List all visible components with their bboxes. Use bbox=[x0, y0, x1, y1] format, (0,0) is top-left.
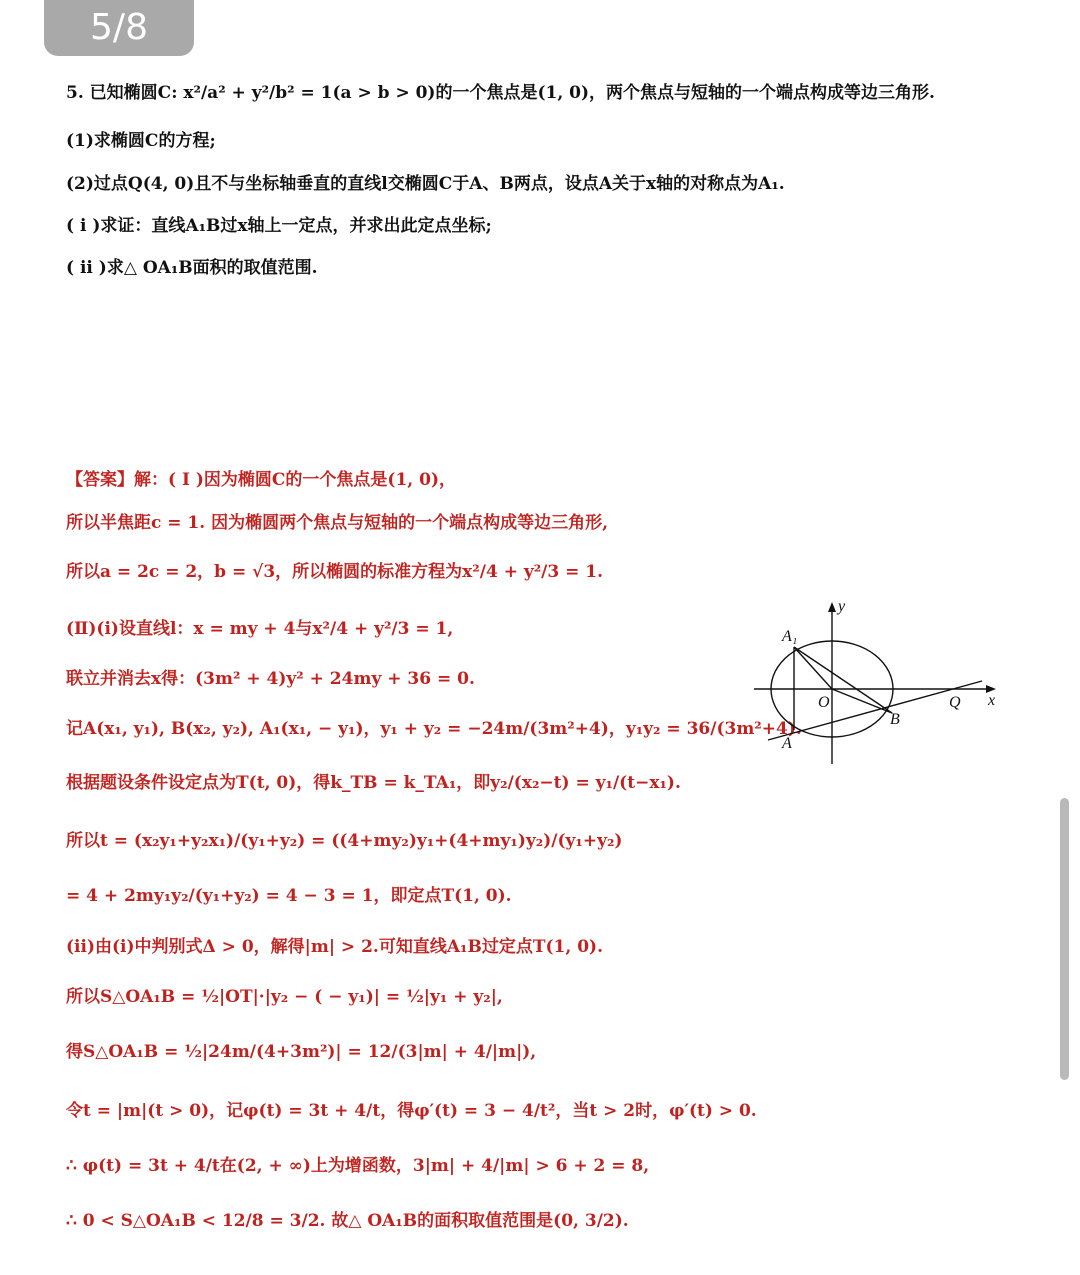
answer-line-13: 令t = |m|(t > 0)，记φ(t) = 3t + 4/t，得φ′(t) = 3 − 4/t²，当t > 2时，φ′(t) > 0. bbox=[66, 1101, 757, 1121]
answer-line-8: 所以t = (x₂y₁+y₂x₁)/(y₁+y₂) = ((4+my₂)y₁+(4+my₁)y₂)/(y₁+y₂) bbox=[66, 831, 623, 851]
answer-line-5: 联立并消去x得：(3m² + 4)y² + 24my + 36 = 0. bbox=[66, 669, 475, 689]
question-line-5: ( ii )求△ OA₁B面积的取值范围. bbox=[66, 258, 318, 278]
answer-line-6: 记A(x₁, y₁), B(x₂, y₂), A₁(x₁, − y₁)，y₁ + y₂ = −24m/(3m²+4)，y₁y₂ = 36/(3m²+4). bbox=[66, 719, 802, 739]
answer-line-14: ∴ φ(t) = 3t + 4/t在(2, + ∞)上为增函数，3|m| + 4/|m| > 6 + 2 = 8, bbox=[66, 1156, 650, 1176]
label-x: x bbox=[988, 692, 996, 709]
answer-line-11: 所以S△OA₁B = ½|OT|·|y₂ − ( − y₁)| = ½|y₁ + y₂|, bbox=[66, 987, 503, 1007]
y-axis-arrow bbox=[828, 602, 836, 612]
answer-line-12: 得S△OA₁B = ½|24m/(4+3m²)| = 12/(3|m| + 4/|m|), bbox=[66, 1042, 537, 1062]
answer-line-9: = 4 + 2my₁y₂/(y₁+y₂) = 4 − 3 = 1，即定点T(1, 0). bbox=[66, 886, 512, 906]
answer-line-15: ∴ 0 < S△OA₁B < 12/8 = 3/2. 故△ OA₁B的面积取值范围是(0, 3/2). bbox=[66, 1211, 629, 1231]
label-y: y bbox=[838, 598, 846, 615]
question-line-1: 5. 已知椭圆C: x²/a² + y²/b² = 1(a > b > 0)的一个焦点是(1, 0)，两个焦点与短轴的一个端点构成等边三角形. bbox=[66, 83, 935, 103]
answer-line-3: 所以a = 2c = 2，b = √3，所以椭圆的标准方程为x²/4 + y²/3 = 1. bbox=[66, 562, 604, 582]
question-line-2: (1)求椭圆C的方程; bbox=[66, 131, 216, 151]
answer-line-10: (ii)由(i)中判别式Δ > 0，解得|m| > 2.可知直线A₁B过定点T(1, 0). bbox=[66, 937, 603, 957]
scrollbar[interactable] bbox=[1060, 798, 1069, 1080]
label-a: A bbox=[782, 735, 792, 752]
label-b: B bbox=[890, 711, 900, 728]
answer-line-1: 【答案】解：( I )因为椭圆C的一个焦点是(1, 0)， bbox=[66, 470, 456, 490]
ellipse-figure bbox=[752, 592, 998, 768]
answer-line-7: 根据题设条件设定点为T(t, 0)，得k_TB = k_TA₁，即y₂/(x₂−t) = y₁/(t−x₁). bbox=[66, 773, 681, 793]
question-line-3: (2)过点Q(4, 0)且不与坐标轴垂直的直线l交椭圆C于A、B两点，设点A关于x轴的对称点为A₁. bbox=[66, 174, 785, 194]
label-a1: A₁ bbox=[782, 628, 798, 645]
label-o: O bbox=[818, 694, 830, 711]
answer-line-2: 所以半焦距c = 1. 因为椭圆两个焦点与短轴的一个端点构成等边三角形, bbox=[66, 513, 609, 533]
label-q: Q bbox=[949, 694, 961, 711]
answer-line-4: (Ⅱ)(i)设直线l：x = my + 4与x²/4 + y²/3 = 1, bbox=[66, 619, 454, 639]
page-indicator: 5/8 bbox=[44, 0, 194, 56]
question-line-4: ( i )求证：直线A₁B过x轴上一定点，并求出此定点坐标; bbox=[66, 216, 492, 236]
